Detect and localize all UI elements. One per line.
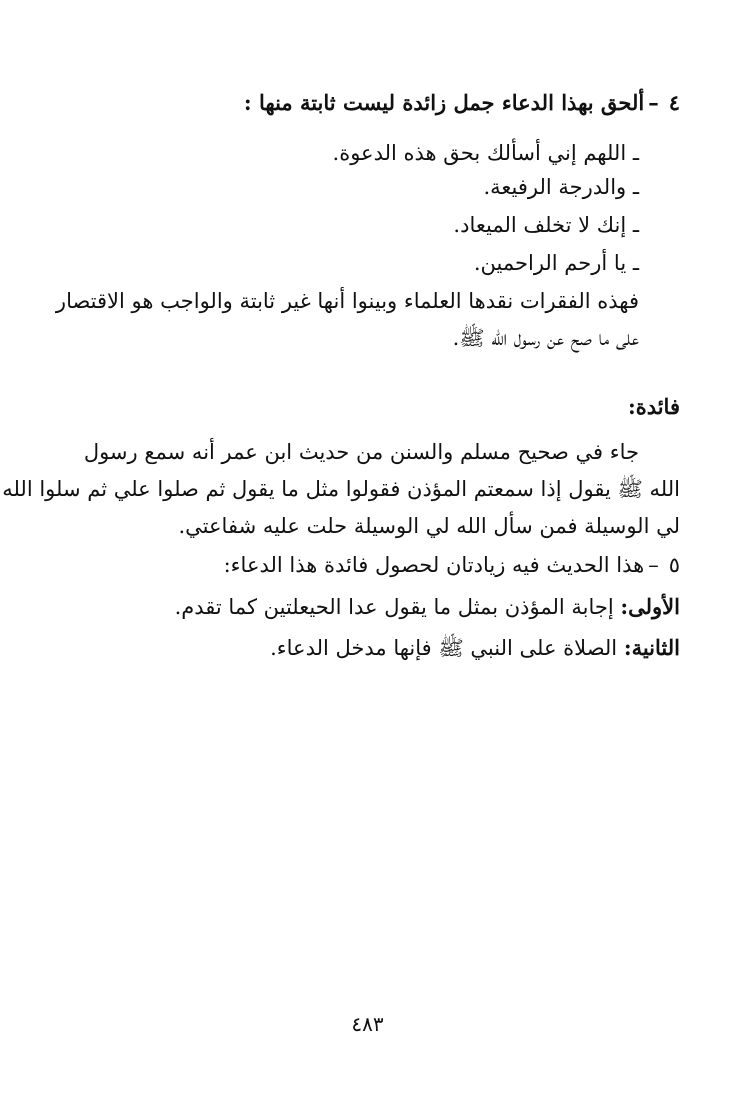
section-5-text: هذا الحديث فيه زيادتان لحصول فائدة هذا الدعاء: <box>223 553 645 577</box>
section-5-line <box>224 550 680 580</box>
section-4-paragraph-line: على ما صح عن رسول الله ﷺ. <box>452 326 639 350</box>
section-4-item: ـ والدرجة الرفيعة. <box>483 175 639 199</box>
faida-line: الله ﷺ يقول إذا سمعتم المؤذن فقولوا مثل ما يقول ثم صلوا علي ثم سلوا الله <box>2 477 680 501</box>
section-4-item: ـ يا أرحم الراحمين. <box>473 251 639 275</box>
second-point-label: الثانية: <box>623 635 680 660</box>
section-5-second-point <box>270 633 680 663</box>
section-5-number: ٥ <box>668 553 680 577</box>
section-4-item: ـ إنك لا تخلف الميعاد. <box>453 213 639 237</box>
faida-line: لي الوسيلة فمن سأل الله لي الوسيلة حلت عليه شفاعتي. <box>178 514 680 538</box>
faida-line: جاء في صحيح مسلم والسنن من حديث ابن عمر أنه سمع رسول <box>83 440 639 464</box>
section-4-number: ٤ <box>668 90 680 115</box>
section-4-heading <box>244 88 680 118</box>
section-5-dash: – <box>648 553 659 577</box>
faida-title: فائدة: <box>627 394 680 419</box>
section-4-dash: – <box>648 90 659 115</box>
second-point-text: الصلاة على النبي ﷺ فإنها مدخل الدعاء. <box>270 636 618 660</box>
section-4-heading-text: ألحق بهذا الدعاء جمل زائدة ليست ثابتة منها : <box>243 90 645 115</box>
page-number: ٤٨٣ <box>351 1012 384 1036</box>
first-point-text: إجابة المؤذن بمثل ما يقول عدا الحيعلتين كما تقدم. <box>174 595 614 619</box>
section-4-item: ـ اللهم إني أسألك بحق هذه الدعوة. <box>332 141 639 165</box>
section-4-paragraph-line: فهذه الفقرات نقدها العلماء وبينوا أنها غير ثابتة والواجب هو الاقتصار <box>55 289 639 313</box>
first-point-label: الأولى: <box>620 594 680 619</box>
section-5-first-point <box>175 592 680 622</box>
